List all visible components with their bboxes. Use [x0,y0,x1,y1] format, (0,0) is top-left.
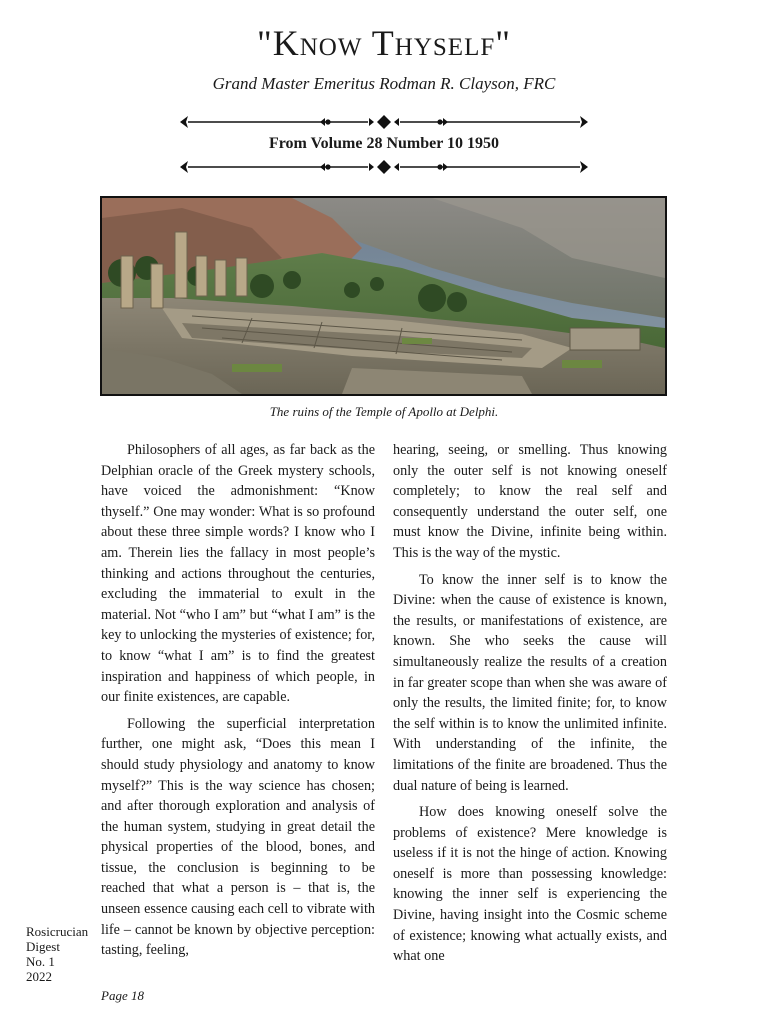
body-column-right [393,440,667,973]
temple-photo [100,196,667,396]
paragraph: To know the inner self is to know the Divine: when the cause of existence is known, the results, or manifestations of existence, are known. She who seeks the cause will simultaneously realize the results of a creation in far greater scope than when she was aware of only the results, the limited finite; for, to know the self within is to know the unlimited infinite. With understanding of the infinite, the limitations of the finite are broadened. Thus the dual nature of being is learned. [393,571,667,794]
paragraph: How does knowing oneself solve the problems of existence? Mere knowledge is useless if it is not the hinge of action. Knowing oneself is more than possessing knowledge: knowing the inner self is experiencing the Divine, having insight into the Cosmic scheme of existence; knowing what actually exists, and what one [393,804,667,965]
publication-name: Rosicrucian [26,924,89,939]
ornamental-divider-icon [178,159,590,175]
paragraph: hearing, seeing, or smelling. Thus knowing only the outer self is not knowing oneself completely; to know the real self and consequently understand the outer self, one must know the Divine, infinite being within. This is the way of the mystic. [393,442,667,561]
source-volume: From Volume 28 Number 10 1950 [268,135,500,152]
page-number: Page 18 [101,988,144,1003]
article-title: "Know Thyself" [257,23,511,63]
issue-year: 2022 [26,969,52,984]
publication-info [26,924,96,984]
temple-photo-image [102,198,665,394]
paragraph: Philosophers of all ages, as far back as the Delphian oracle of the Greek mystery schools, have voiced the admonishment: “Know thyself.” One may wonder: What is so profound about these three simple words? I know who I am. Therein lies the fallacy in most people’s thinking and actions throughout the centuries, excluding the immaterial to exult in the material. Not “who I am” but “what I am” is the key to unlocking the mysteries of existence; for, to know “what I am” is to find the greatest inspiration and happiness of which people, in our finite existences, are capable. [101,442,375,706]
article-author: Grand Master Emeritus Rodman R. Clayson, FRC [212,74,556,93]
ornamental-divider-icon [178,114,590,130]
issue-number: No. 1 [26,954,55,969]
photo-caption: The ruins of the Temple of Apollo at Delphi. [269,404,499,419]
paragraph: Following the superficial interpretation further, one might ask, “Does this mean I should study physiology and anatomy to know myself?” This is the way science has chosen; and after thorough exploration and analysis of the human system, studying in great detail the physical properties of the blood, bones, and tissue, the conclusion is beginning to be reached that what a person is – that is, the unseen essence causing each cell to vibrate with life – cannot be known by objective perception: tasting, feeling, [101,715,375,959]
publication-name-2: Digest [26,939,60,954]
body-column-left [101,440,375,967]
